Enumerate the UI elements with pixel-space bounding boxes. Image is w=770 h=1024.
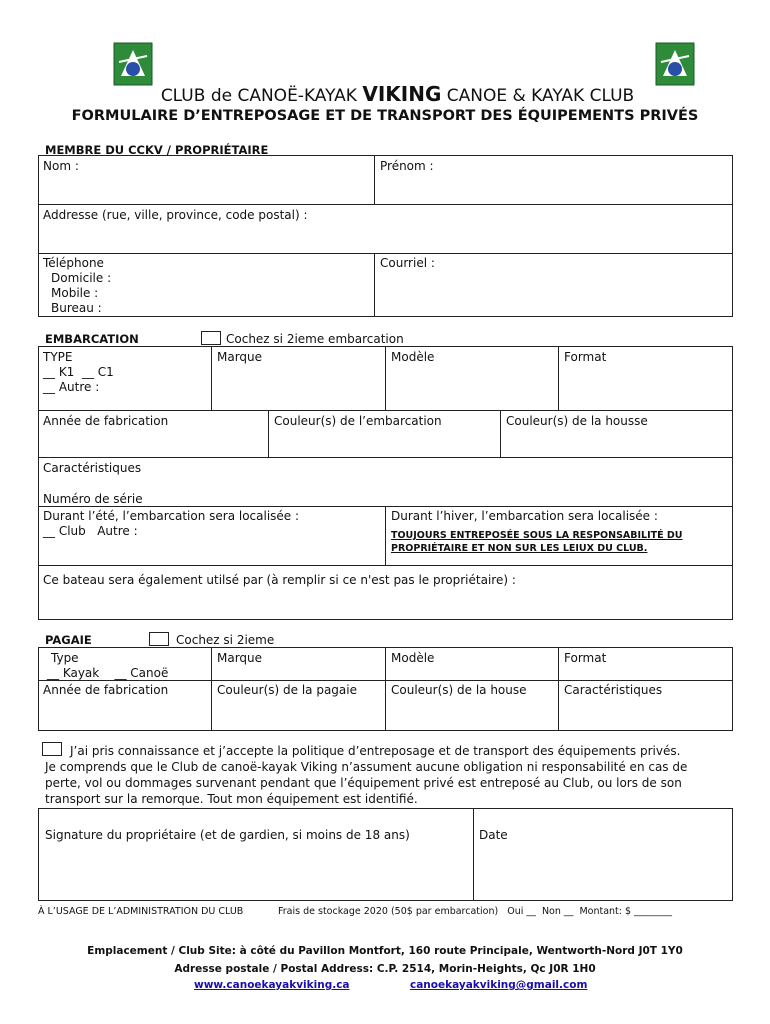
agreement-checkbox[interactable] <box>42 742 62 756</box>
type-k1c1-field[interactable]: __ K1 __ C1 <box>43 365 114 379</box>
hiver-note-2: PROPRIÉTAIRE ET NON SUR LES LEIUX DU CLUB. <box>391 543 648 554</box>
boat-modele-field[interactable]: Modèle <box>391 350 435 364</box>
mobile-field[interactable]: Mobile : <box>51 286 99 300</box>
second-paddle-label: Cochez si 2ieme <box>176 633 275 647</box>
club-name <box>150 62 650 106</box>
boat-caracteristiques-field[interactable]: Caractéristiques <box>43 461 142 475</box>
date-field[interactable]: Date <box>479 828 508 842</box>
paddle-type-options[interactable]: __ Kayak __ Canoë <box>47 666 169 680</box>
club-name-left: CLUB de CANOË-KAYAK <box>160 86 363 106</box>
admin-frais-line: Frais de stockage 2020 (50$ par embarcation) Oui __ Non __ Montant: $ ________ <box>278 906 673 917</box>
boat-section-title: EMBARCATION <box>45 332 139 346</box>
paddle-caracteristiques-field[interactable]: Caractéristiques <box>564 683 663 697</box>
paddle-annee-field[interactable]: Année de fabrication <box>43 683 169 697</box>
club-logo-left <box>113 42 153 86</box>
member-section-title: MEMBRE DU CCKV / PROPRIÉTAIRE <box>45 143 269 157</box>
second-paddle-checkbox[interactable] <box>149 632 169 646</box>
admin-usage-label: À L’USAGE DE L’ADMINISTRATION DU CLUB <box>38 906 244 917</box>
hiver-note-1: TOUJOURS ENTREPOSÉE SOUS LA RESPONSABILITÉ DU <box>391 530 683 541</box>
courriel-field[interactable]: Courriel : <box>380 256 435 270</box>
agreement-line-2: Je comprends que le Club de canoë-kayak Viking n’assument aucune obligation ni responsabilité en cas de <box>45 760 688 774</box>
club-name-right: CANOE & KAYAK CLUB <box>441 86 635 106</box>
boat-serie-field[interactable]: Numéro de série <box>43 492 143 506</box>
boat-marque-field[interactable]: Marque <box>217 350 263 364</box>
boat-couleur-field[interactable]: Couleur(s) de l’embarcation <box>274 414 442 428</box>
signature-box <box>38 808 733 901</box>
type-autre-field[interactable]: __ Autre : <box>43 380 100 394</box>
nom-field[interactable]: Nom : <box>43 159 79 173</box>
type-label: TYPE <box>43 350 73 364</box>
paddle-type-label: Type <box>51 651 79 665</box>
ete-label: Durant l’été, l’embarcation sera localisée : <box>43 509 300 523</box>
second-boat-label: Cochez si 2ieme embarcation <box>226 332 404 346</box>
boat-annee-field[interactable]: Année de fabrication <box>43 414 169 428</box>
club-name-viking: VIKING <box>362 82 442 106</box>
domicile-field[interactable]: Domicile : <box>51 271 112 285</box>
hiver-label: Durant l’hiver, l’embarcation sera localisée : <box>391 509 658 523</box>
prenom-field[interactable]: Prénom : <box>380 159 434 173</box>
paddle-section-title: PAGAIE <box>45 633 92 647</box>
telephone-label: Téléphone <box>43 256 104 270</box>
housse-couleur-field[interactable]: Couleur(s) de la housse <box>506 414 648 428</box>
member-box <box>38 155 733 317</box>
bureau-field[interactable]: Bureau : <box>51 301 102 315</box>
agreement-line-4: transport sur la remorque. Tout mon équipement est identifié. <box>45 792 418 806</box>
club-logo-right <box>655 42 695 86</box>
signature-field[interactable]: Signature du propriétaire (et de gardien, si moins de 18 ans) <box>45 828 410 842</box>
second-boat-checkbox[interactable] <box>201 331 221 345</box>
footer-postal-line: Adresse postale / Postal Address: C.P. 2514, Morin-Heights, Qc J0R 1H0 <box>174 963 596 975</box>
paddle-couleur-field[interactable]: Couleur(s) de la pagaie <box>217 683 357 697</box>
footer-site-line: Emplacement / Club Site: à côté du Pavillon Montfort, 160 route Principale, Wentworth-Nord J0T 1Y0 <box>87 945 683 957</box>
paddle-marque-field[interactable]: Marque <box>217 651 263 665</box>
paddle-format-field[interactable]: Format <box>564 651 607 665</box>
autre-user-field[interactable]: Ce bateau sera également utilsé par (à remplir si ce n'est pas le propriétaire) : <box>43 573 516 587</box>
boat-format-field[interactable]: Format <box>564 350 607 364</box>
paddle-modele-field[interactable]: Modèle <box>391 651 435 665</box>
address-field[interactable]: Addresse (rue, ville, province, code postal) : <box>43 208 308 222</box>
website-link[interactable]: www.canoekayakviking.ca <box>194 979 350 991</box>
agreement-line-3: perte, vol ou dommages survenant pendant que l’équipement privé est entreposé au Club, ou lors de son <box>45 776 682 790</box>
paddle-couleur-house-field[interactable]: Couleur(s) de la house <box>391 683 527 697</box>
ete-options[interactable]: __ Club Autre : <box>43 524 138 538</box>
form-title: FORMULAIRE D’ENTREPOSAGE ET DE TRANSPORT DES ÉQUIPEMENTS PRIVÉS <box>71 108 699 124</box>
email-link[interactable]: canoekayakviking@gmail.com <box>410 979 588 991</box>
agreement-line-1: J’ai pris connaissance et j’accepte la politique d’entreposage et de transport des équipements privés. <box>70 744 681 758</box>
